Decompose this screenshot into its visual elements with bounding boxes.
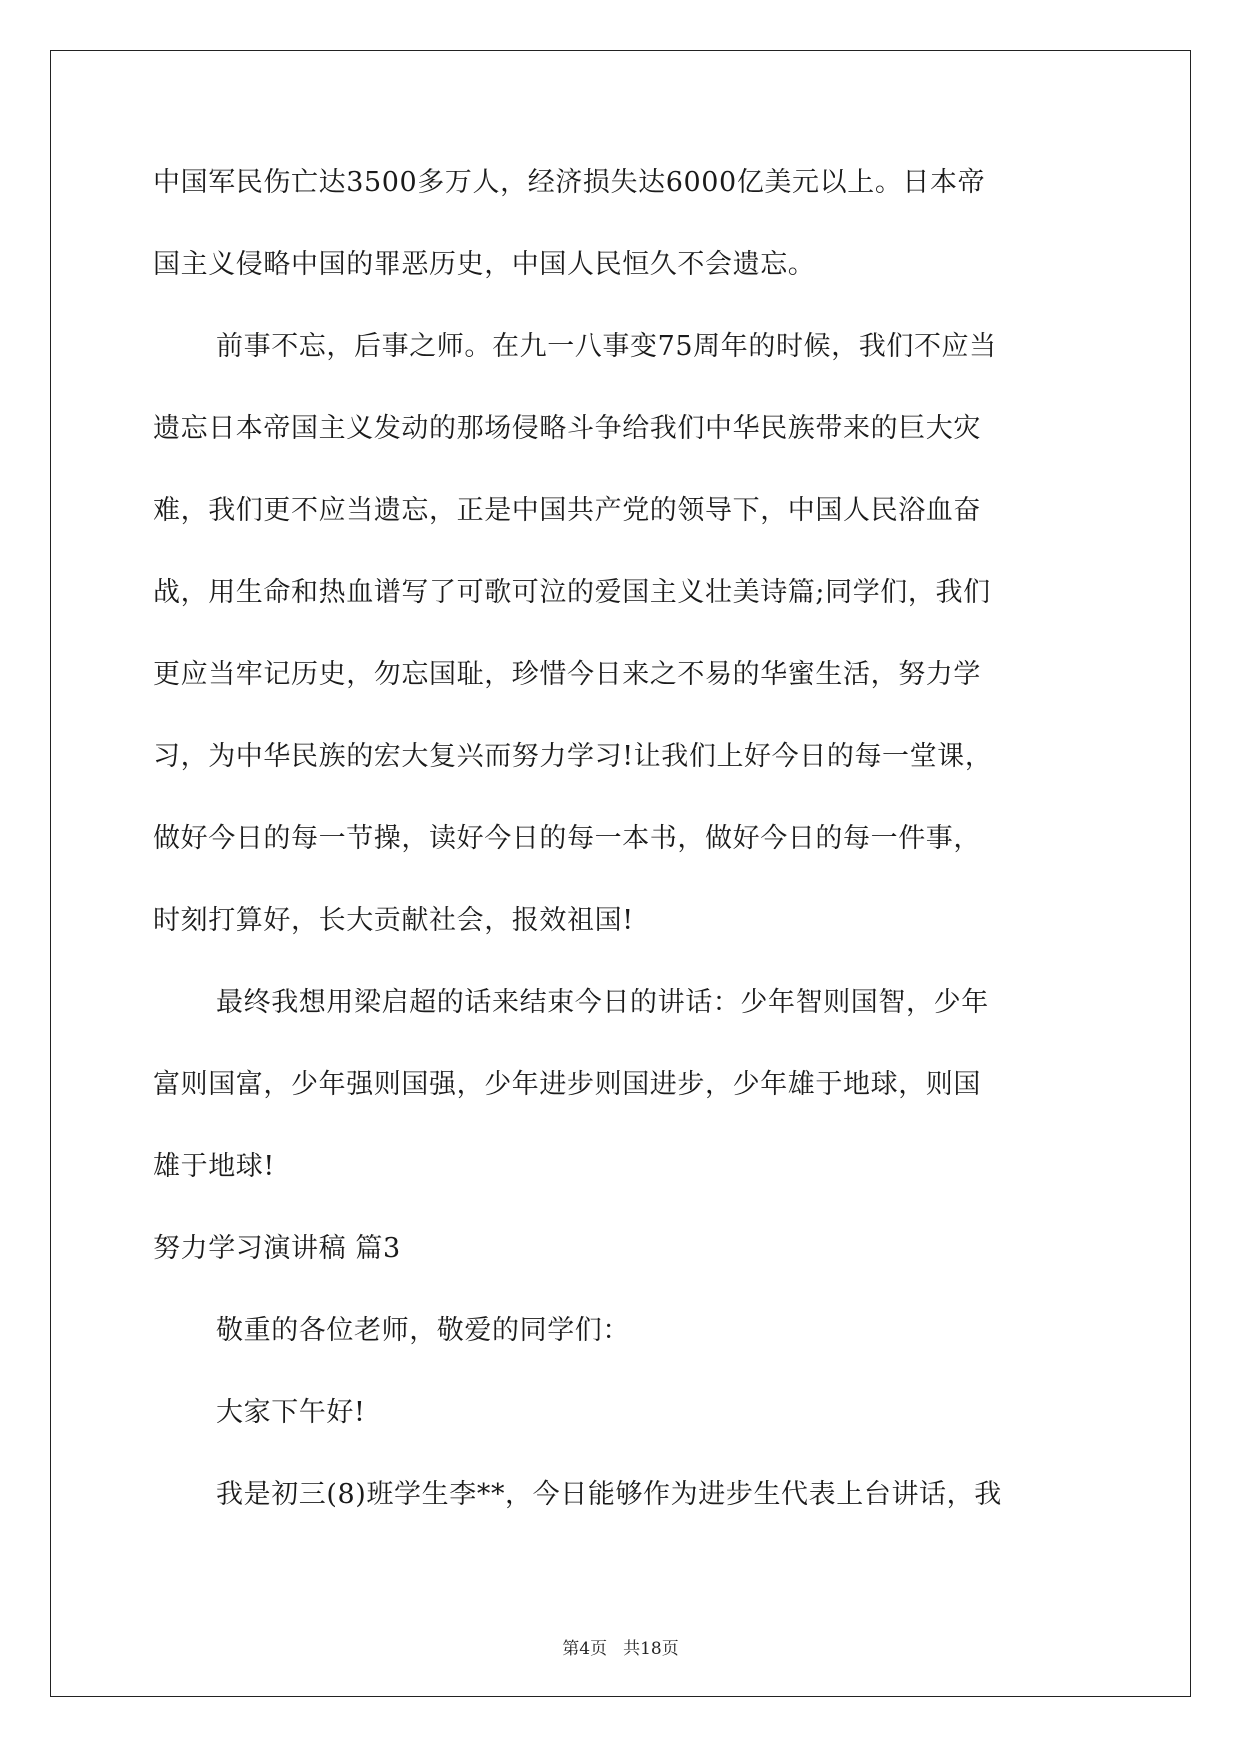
- page-footer: [0, 1634, 1241, 1659]
- paragraph-start-line: 我是初三(8)班学生李**，今日能够作为进步生代表上台讲话，我: [216, 1479, 1002, 1510]
- body-line: 国主义侵略中国的罪恶历史，中国人民恒久不会遗忘。: [153, 249, 816, 280]
- paragraph-start-line: 最终我想用梁启超的话来结束今日的讲话：少年智则国智，少年: [216, 987, 989, 1018]
- body-line: 富则国富，少年强则国强，少年进步则国进步，少年雄于地球，则国: [153, 1069, 981, 1100]
- body-line: 习，为中华民族的宏大复兴而努力学习!让我们上好今日的每一堂课，: [153, 741, 993, 772]
- greeting-line: 大家下午好!: [216, 1397, 366, 1428]
- body-line: 做好今日的每一节操，读好今日的每一本书，做好今日的每一件事，: [153, 823, 981, 854]
- body-line: 更应当牢记历史，勿忘国耻，珍惜今日来之不易的华蜜生活，努力学: [153, 659, 981, 690]
- page-number: 第4页: [562, 1639, 608, 1659]
- body-line: 时刻打算好，长大贡献社会，报效祖国!: [153, 905, 634, 936]
- body-line: 遗忘日本帝国主义发动的那场侵略斗争给我们中华民族带来的巨大灾: [153, 413, 981, 444]
- paragraph-start-line: 前事不忘，后事之师。在九一八事变75周年的时候，我们不应当: [216, 331, 997, 362]
- body-line: 雄于地球!: [153, 1151, 275, 1182]
- body-line: 难，我们更不应当遗忘，正是中国共产党的领导下，中国人民浴血奋: [153, 495, 981, 526]
- page-total: 共18页: [623, 1639, 679, 1659]
- body-line: 战，用生命和热血谱写了可歌可泣的爱国主义壮美诗篇;同学们，我们: [153, 577, 991, 608]
- salutation-line: 敬重的各位老师，敬爱的同学们：: [216, 1315, 630, 1346]
- section-heading: 努力学习演讲稿 篇3: [153, 1233, 401, 1264]
- document-body: [153, 165, 1093, 1559]
- body-line: 中国军民伤亡达3500多万人，经济损失达6000亿美元以上。日本帝: [153, 167, 986, 198]
